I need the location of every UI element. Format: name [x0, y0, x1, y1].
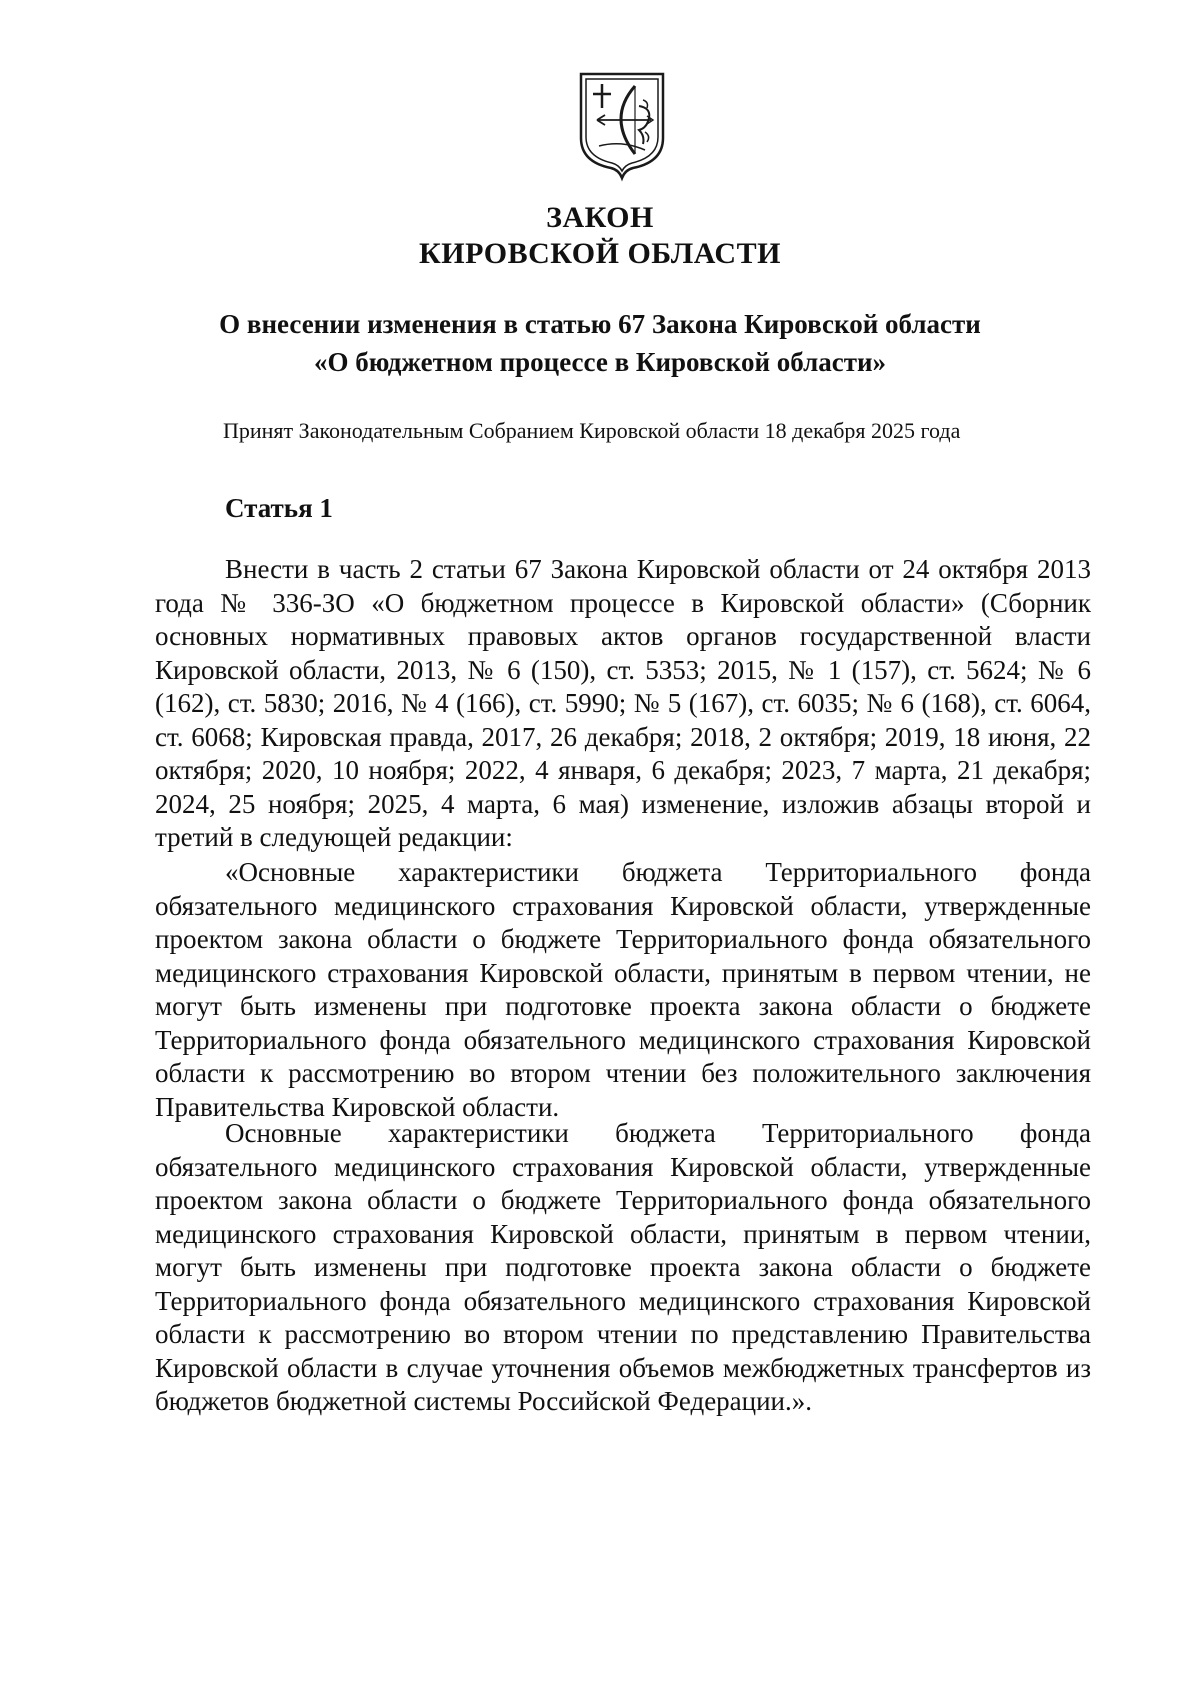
region-title: КИРОВСКОЙ ОБЛАСТИ [419, 237, 781, 270]
law-subtitle-line-2: «О бюджетном процессе в Кировской области» [313, 347, 887, 377]
article-paragraph: Основные характеристики бюджета Территориального фонда обязательного медицинского страхования Кировской области, утвержденные проектом закона области о бюджете Территориального фонда обязательного медицинского страхования Кировской области, принятым в первом чтении, могут быть изменены при подготовке проекта закона области о бюджете Территориального фонда обязательного медицинского страхования Кировской области к рассмотрению во втором чтении по представлению Правительства Кировской области в случае уточнения объемов межбюджетных трансфертов из бюджетов бюджетной системы Российской Федерации.». [155, 1118, 1091, 1416]
law-subtitle-line-1: О внесении изменения в статью 67 Закона Кировской области [219, 309, 981, 339]
article-heading: Статья 1 [225, 493, 333, 523]
coat-of-arms-icon [577, 70, 667, 182]
article-paragraph: Внести в часть 2 статьи 67 Закона Кировской области от 24 октября 2013 года № 336-ЗО «О бюджетном процессе в Кировской области» (Сборник основных нормативных правовых актов органов государственной власти Кировской области, 2013, № 6 (150), ст. 5353; 2015, № 1 (157), ст. 5624; № 6 (162), ст. 5830; 2016, № 4 (166), ст. 5990; № 5 (167), ст. 6035; № 6 (168), ст. 6064, ст. 6068; Кировская правда, 2017, 26 декабря; 2018, 2 октября; 2019, 18 июня, 22 октября; 2020, 10 ноября; 2022, 4 января, 6 декабря; 2023, 7 марта, 21 декабря; 2024, 25 ноября; 2025, 4 марта, 6 мая) изменение, изложив абзацы второй и третий в следующей редакции: [155, 554, 1091, 852]
adoption-note: Принят Законодательным Собранием Кировской области 18 декабря 2025 года [223, 418, 961, 443]
document-type-title: ЗАКОН [546, 201, 654, 234]
article-paragraph: «Основные характеристики бюджета Территориального фонда обязательного медицинского страхования Кировской области, утвержденные проектом закона области о бюджете Территориального фонда обязательного медицинского страхования Кировской области, принятым в первом чтении, не могут быть изменены при подготовке проекта закона области о бюджете Территориального фонда обязательного медицинского страхования Кировской области к рассмотрению во втором чтении без положительного заключения Правительства Кировской области. [155, 857, 1091, 1122]
